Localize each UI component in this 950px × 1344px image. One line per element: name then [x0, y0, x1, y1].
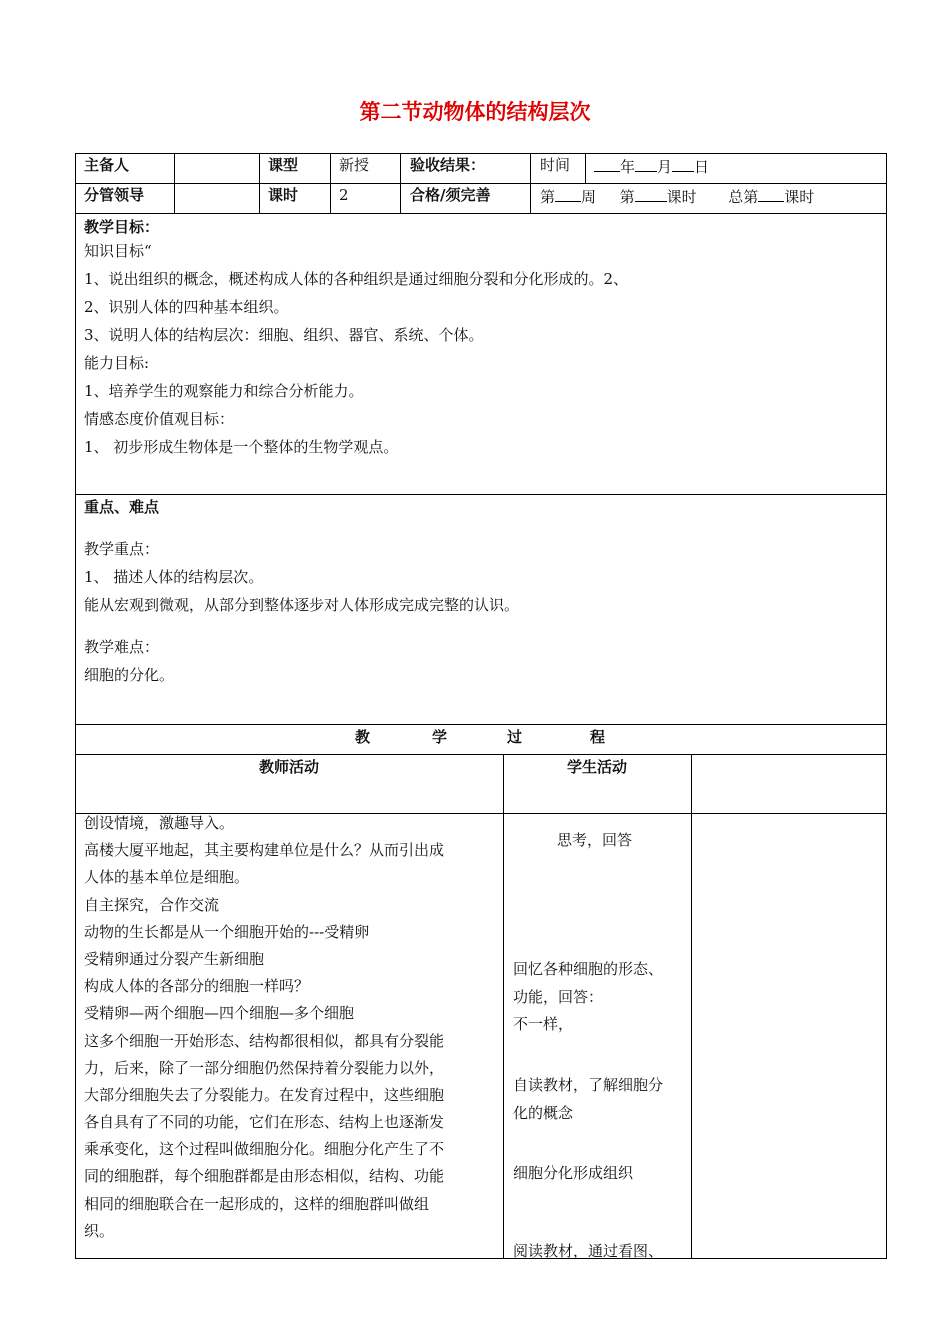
difficulty-line: 细胞的分化。: [84, 666, 175, 684]
lesson-type-value: 新授: [339, 156, 370, 174]
student-note: 细胞分化形成组织: [513, 1164, 634, 1182]
difficulty-label: 教学难点：: [84, 638, 160, 656]
process-heading-char: 过: [507, 728, 523, 746]
student-note: 回忆各种细胞的形态、: [513, 960, 664, 978]
col-divider: [530, 153, 531, 214]
process-heading-char: 教: [355, 728, 371, 746]
lesson-type-label: 课型: [268, 156, 299, 174]
objectives-heading: 教学目标：: [84, 218, 160, 236]
teacher-line: 自主探究，合作交流: [84, 895, 220, 914]
teacher-activity: [84, 810, 444, 1245]
col-divider: [585, 153, 586, 184]
date-field: 年 月 日: [594, 155, 709, 177]
teacher-line: 高楼大厦平地起，其主要构建单位是什么？从而引出成: [84, 841, 445, 860]
teacher-line: 动物的生长都是从一个细胞开始的---受精卵: [84, 922, 370, 941]
page-title: 第二节动物体的结构层次: [359, 100, 591, 124]
teacher-line: 受精卵通过分裂产生新细胞: [84, 949, 265, 968]
focus-section: [84, 535, 519, 619]
process-heading-char: 程: [590, 728, 606, 746]
row-divider: [75, 724, 887, 725]
teacher-line: 同的细胞群，每个细胞群都是由形态相似，结构、功能: [84, 1167, 445, 1186]
student-note: 功能，回答：: [513, 988, 604, 1006]
key-points-heading: 重点、难点: [84, 498, 160, 516]
teacher-line: 相同的细胞联合在一起形成的，这样的细胞群叫做组: [84, 1194, 430, 1213]
row-divider: [75, 754, 887, 755]
teacher-line: 受精卵—两个细胞—四个细胞—多个细胞: [84, 1004, 355, 1023]
student-note: 自读教材，了解细胞分: [513, 1076, 664, 1094]
col-divider: [259, 153, 260, 214]
student-activity-header: 学生活动: [566, 758, 627, 776]
week-period-field: 第 周 第 课时 总第 课时: [540, 185, 814, 207]
student-note: 思考，回答: [557, 831, 633, 849]
col-divider: [503, 754, 504, 1259]
objective-line: 3、说明人体的结构层次：细胞、组织、器官、系统、个体。: [84, 326, 484, 344]
objective-line: 知识目标“: [84, 242, 152, 260]
teacher-line: 大部分细胞失去了分裂能力。在发育过程中，这些细胞: [84, 1085, 445, 1104]
supervisor-label: 分管领导: [84, 186, 145, 204]
student-note: 化的概念: [513, 1104, 574, 1122]
class-hours-value: 2: [339, 186, 349, 204]
objective-line: 情感态度价值观目标：: [84, 410, 235, 428]
process-heading-char: 学: [432, 728, 448, 746]
student-note: 阅读教材，通过看图、: [513, 1242, 664, 1260]
teacher-line: 织。: [84, 1221, 115, 1240]
row-divider: [75, 183, 887, 184]
objective-line: 1、 初步形成生物体是一个整体的生物学观点。: [84, 438, 399, 456]
focus-line: 1、 描述人体的结构层次。: [84, 568, 264, 586]
time-label: 时间: [540, 156, 571, 174]
objective-line: 能力目标:: [84, 354, 150, 372]
teacher-line: 这多个细胞一开始形态、结构都很相似，都具有分裂能: [84, 1031, 445, 1050]
col-divider: [691, 754, 692, 1259]
teacher-line: 乘承变化，这个过程叫做细胞分化。细胞分化产生了不: [84, 1140, 445, 1159]
objectives-list: [84, 237, 628, 461]
focus-line: 能从宏观到微观，从部分到整体逐步对人体形成完成完整的认识。: [84, 596, 520, 614]
class-hours-label: 课时: [268, 186, 299, 204]
table-border-left: [75, 153, 76, 1259]
pass-or-improve-label: 合格/须完善: [410, 186, 491, 204]
row-divider: [75, 213, 887, 214]
teacher-activity-header: 教师活动: [258, 758, 319, 776]
preparer-label: 主备人: [84, 156, 130, 174]
col-divider: [330, 153, 331, 214]
col-divider: [174, 153, 175, 214]
teacher-line: 构成人体的各部分的细胞一样吗？: [84, 977, 310, 996]
table-border-right: [886, 153, 887, 1259]
objective-line: 1、培养学生的观察能力和综合分析能力。: [84, 382, 364, 400]
teacher-line: 人体的基本单位是细胞。: [84, 868, 250, 887]
row-divider: [75, 494, 887, 495]
col-divider: [400, 153, 401, 214]
teacher-line: 力，后来，除了一部分细胞仍然保持着分裂能力以外，: [84, 1058, 445, 1077]
table-border-bottom: [75, 1258, 887, 1259]
table-border-top: [75, 153, 887, 154]
teacher-line: 创设情境，激趣导入。: [84, 814, 235, 832]
objective-line: 1、说出组织的概念，概述构成人体的各种组织是通过细胞分裂和分化形成的。2、: [84, 270, 629, 288]
teacher-line: 各自具有了不同的功能，它们在形态、结构上也逐渐发: [84, 1113, 445, 1132]
acceptance-result-label: 验收结果：: [410, 156, 486, 174]
student-note: 不一样，: [513, 1015, 574, 1033]
difficulty-section: [84, 633, 174, 689]
focus-label: 教学重点：: [84, 540, 160, 558]
objective-line: 2、识别人体的四种基本组织。: [84, 298, 289, 316]
